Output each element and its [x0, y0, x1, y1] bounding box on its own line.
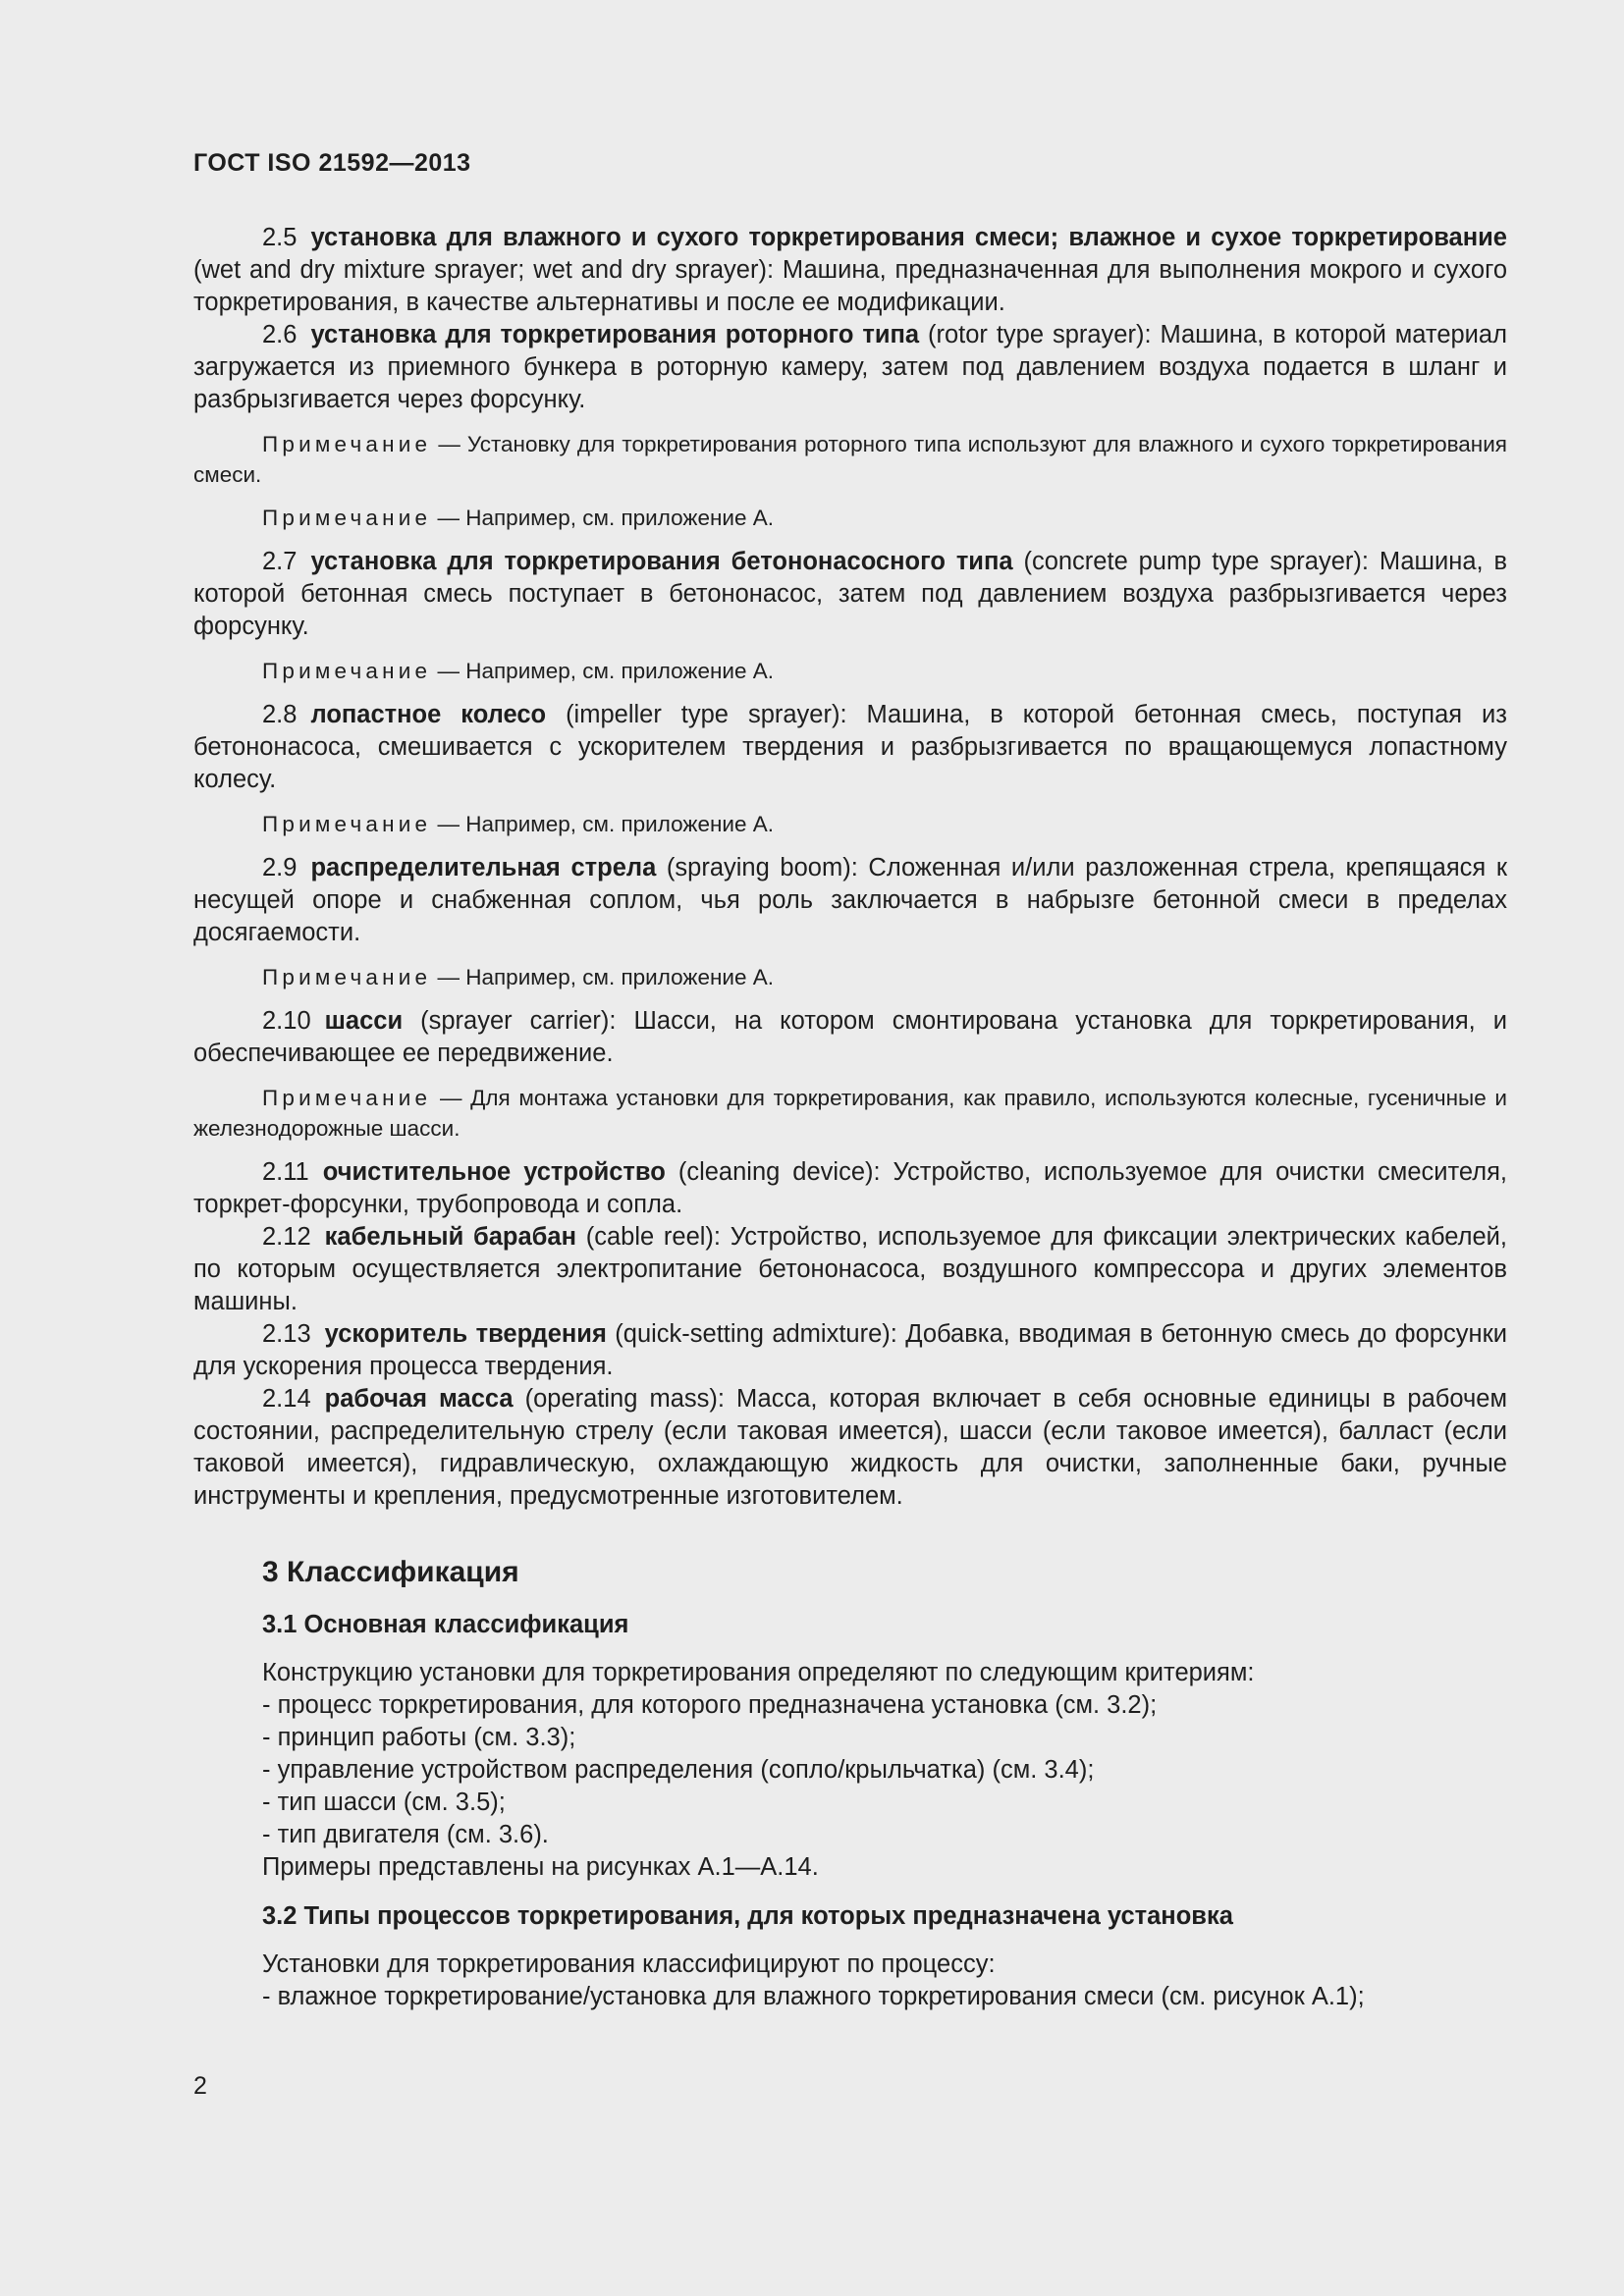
term-number: 2.12 — [262, 1223, 311, 1251]
term-name: ускоритель твердения — [324, 1320, 607, 1348]
note-label: Примечание — [262, 965, 432, 989]
term-number: 2.10 — [262, 1007, 311, 1035]
term-name: лопастное колесо — [310, 701, 547, 728]
subsection-3-1-title: 3.1 Основная классификация — [262, 1611, 629, 1638]
term-2-13 — [193, 1318, 1507, 1383]
document-body — [193, 222, 1507, 2013]
term-name: установка для торкретирования бетононасосного типа — [310, 548, 1013, 575]
term-2-5 — [193, 222, 1507, 319]
term-definition: (cable reel): Устройство, используемое для фиксации электрических кабелей, по которым осуществляется электропитание бетононасоса, воздушного компрессора и других элементов машины. — [193, 1223, 1507, 1315]
page-number: 2 — [193, 2072, 207, 2100]
note — [193, 429, 1507, 490]
note-label: Примечание — [262, 1086, 432, 1110]
term-name: установка для торкретирования роторного типа — [310, 321, 920, 348]
term-definition: (spraying boom): Сложенная и/или разложенная стрела, крепящаяся к несущей опоре и снабженная соплом, чья роль заключается в набрызге бетонной смеси в пределах досягаемости. — [193, 854, 1508, 946]
examples-note: Примеры представлены на рисунках А.1—А.14. — [262, 1853, 819, 1881]
note — [193, 656, 1507, 686]
term-name: установка для влажного и сухого торкретирования смеси; влажное и сухое торкретирование — [310, 224, 1507, 251]
term-number: 2.5 — [262, 224, 298, 251]
note-text: — Например, см. приложение А. — [431, 659, 774, 683]
term-definition: (cleaning device): Устройство, используемое для очистки смесителя, торкрет-форсунки, трубопровода и сопла. — [193, 1158, 1507, 1218]
process-intro: Установки для торкретирования классифицируют по процессу: — [262, 1950, 996, 1978]
term-2-10 — [193, 1005, 1507, 1070]
term-number: 2.8 — [262, 701, 298, 728]
term-2-11 — [193, 1156, 1507, 1221]
term-definition: (operating mass): Масса, которая включает в себя основные единицы в рабочем состоянии, распределительную стрелу (если таковая имеется), шасси (если таковое имеется), балласт (если таковой имеется), гидравлическую, охлаждающую жидкость для очистки, заполненные баки, ручные инструменты и крепления, предусмотренные изготовителем. — [193, 1385, 1507, 1510]
note-text: — Установку для торкретирования роторного типа используют для влажного и сухого торкретирования смеси. — [193, 432, 1507, 487]
term-definition: (sprayer carrier): Шасси, на котором смонтирована установка для торкретирования, и обеспечивающее ее передвижение. — [193, 1007, 1507, 1067]
term-number: 2.9 — [262, 854, 298, 881]
term-2-12 — [193, 1221, 1507, 1318]
term-definition: (concrete pump type sprayer): Машина, в которой бетонная смесь поступает в бетононасос, затем под давлением воздуха разбрызгивается через форсунку. — [193, 548, 1508, 640]
term-2-8 — [193, 699, 1507, 796]
term-name: кабельный барабан — [324, 1223, 576, 1251]
term-number: 2.7 — [262, 548, 298, 575]
list-item: - процесс торкретирования, для которого предназначена установка (см. 3.2); — [262, 1691, 1158, 1719]
note-label: Примечание — [262, 432, 432, 456]
note-label: Примечание — [262, 812, 432, 836]
term-number: 2.11 — [262, 1158, 309, 1186]
term-name: очистительное устройство — [322, 1158, 666, 1186]
document-header: ГОСТ ISO 21592—2013 — [193, 149, 471, 177]
note — [193, 1083, 1507, 1144]
term-number: 2.13 — [262, 1320, 311, 1348]
term-number: 2.6 — [262, 321, 298, 348]
term-definition: (wet and dry mixture sprayer; wet and dry sprayer): Машина, предназначенная для выполнения мокрого и сухого торкретирования, в качестве альтернативы и после ее модификации. — [193, 256, 1507, 316]
list-item: - тип шасси (см. 3.5); — [262, 1789, 506, 1816]
term-2-6 — [193, 319, 1507, 416]
note — [193, 962, 1507, 992]
term-name: распределительная стрела — [310, 854, 657, 881]
term-number: 2.14 — [262, 1385, 311, 1413]
term-definition: (quick-setting admixture): Добавка, вводимая в бетонную смесь до форсунки для ускорения процесса твердения. — [193, 1320, 1507, 1380]
term-2-7 — [193, 546, 1507, 643]
term-2-14 — [193, 1383, 1507, 1513]
term-definition: (impeller type sprayer): Машина, в которой бетонная смесь, поступая из бетононасоса, смешивается с ускорителем твердения и разбрызгивается по вращающемуся лопастному колесу. — [193, 701, 1507, 793]
note — [193, 809, 1507, 839]
note-label: Примечание — [262, 506, 432, 530]
note-text: — Для монтажа установки для торкретирования, как правило, используются колесные, гусеничные и железнодорожные шасси. — [193, 1086, 1507, 1141]
term-name: шасси — [324, 1007, 404, 1035]
subsection-3-2-title: 3.2 Типы процессов торкретирования, для которых предназначена установка — [262, 1902, 1233, 1930]
list-item: - управление устройством распределения (сопло/крыльчатка) (см. 3.4); — [262, 1756, 1095, 1784]
note-label: Примечание — [262, 659, 432, 683]
section-3-title: 3 Классификация — [262, 1556, 519, 1588]
list-item: - принцип работы (см. 3.3); — [262, 1724, 576, 1751]
term-definition: (rotor type sprayer): Машина, в которой материал загружается из приемного бункера в роторную камеру, затем под давлением воздуха подается в шланг и разбрызгивается через форсунку. — [193, 321, 1507, 413]
criteria-intro: Конструкцию установки для торкретирования определяют по следующим критериям: — [262, 1659, 1255, 1686]
note-text: — Например, см. приложение А. — [431, 965, 774, 989]
note-text: — Например, см. приложение А. — [431, 812, 774, 836]
term-2-9 — [193, 852, 1507, 949]
term-name: рабочая масса — [324, 1385, 514, 1413]
list-item: - влажное торкретирование/установка для влажного торкретирования смеси (см. рисунок А.1); — [262, 1983, 1365, 2010]
list-item: - тип двигателя (см. 3.6). — [262, 1821, 549, 1848]
note — [193, 503, 1507, 533]
note-text: — Например, см. приложение А. — [431, 506, 774, 530]
